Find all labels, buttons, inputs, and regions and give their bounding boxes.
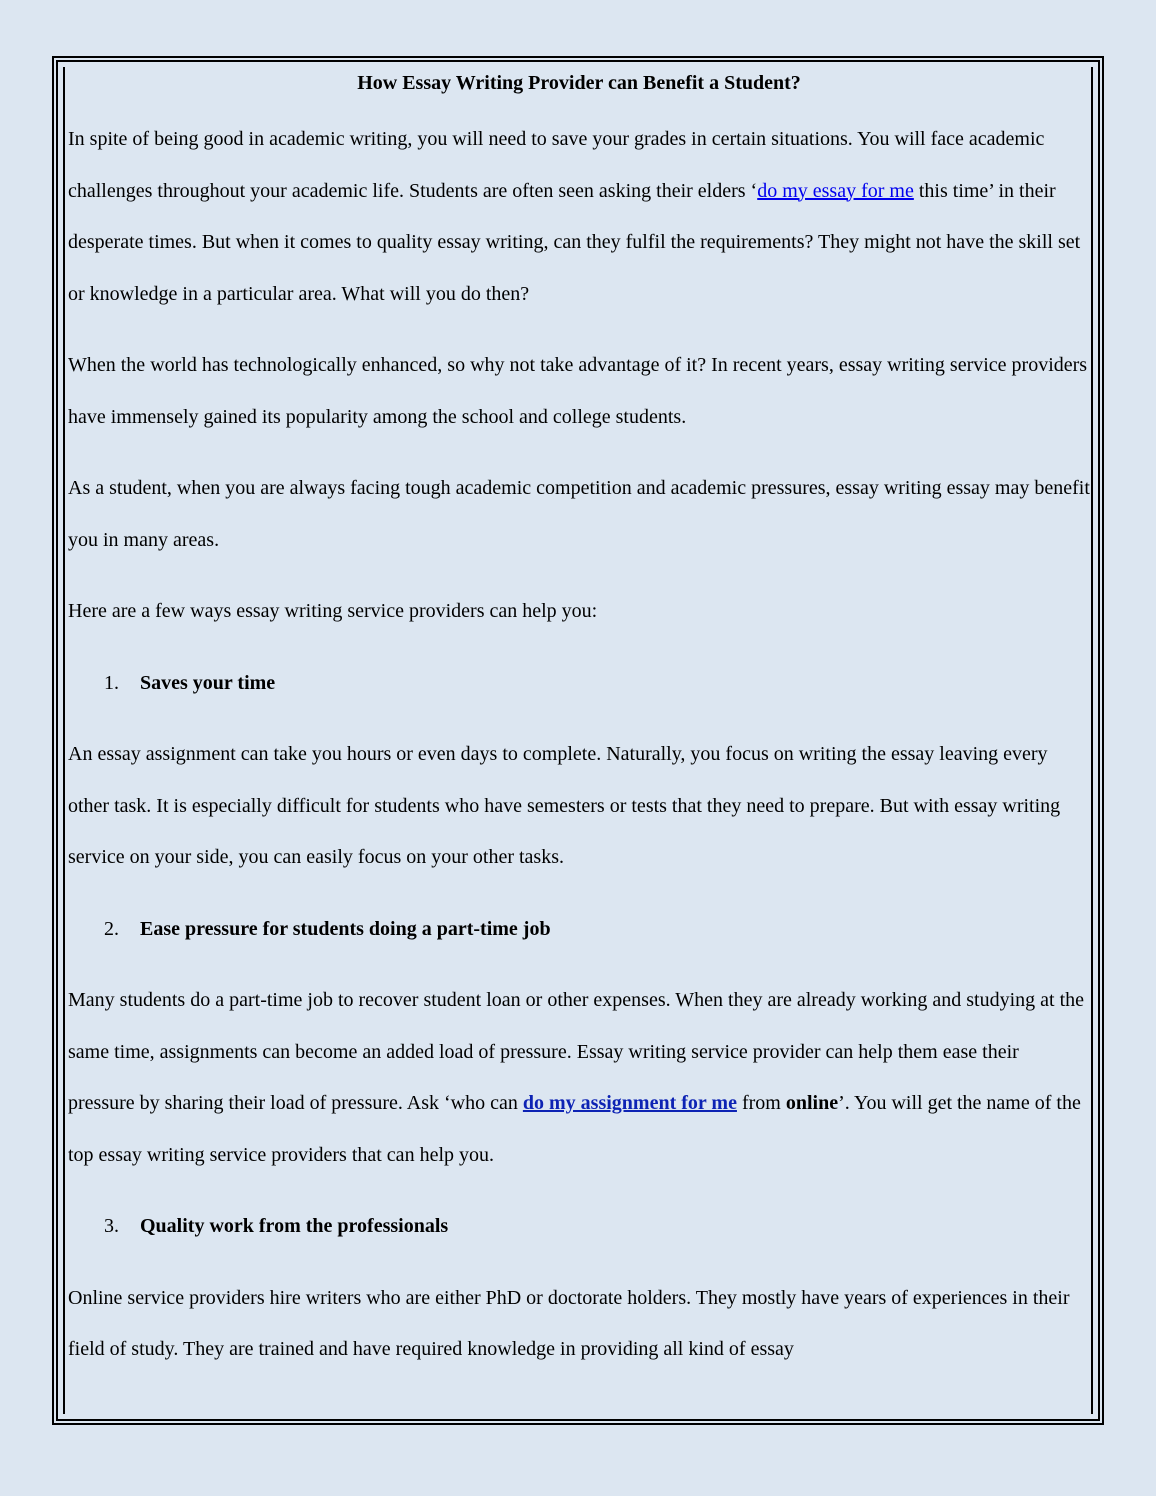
heading-ease-pressure: 2. Ease pressure for students doing a part-time job [104,917,551,940]
essay-link[interactable]: do my essay for me [757,179,914,202]
document-title: How Essay Writing Provider can Benefit a Student? [357,72,801,94]
paragraph-ways: Here are a few ways essay writing service providers can help you: [68,600,598,622]
paragraph-part-time: Many students do a part-time job to recover student loan or other expenses. When they are already working and studying at the same time, assignments can become an added load of pressure. Essay writing service provider can help them ease their pressure by sharing their load of pressure. Ask ‘who can do my assignment for me from online’. You will get the name of the top essay writing service providers that can help you. [68,989,1085,1166]
heading-quality-work: 3. Quality work from the professionals [104,1215,449,1237]
paragraph-professionals: Online service providers hire writers who are either PhD or doctorate holders. They mostly have years of experiences in their field of study. They are trained and have required knowledge in providing all kind of essay [68,1286,1070,1360]
paragraph-competition: As a student, when you are always facing tough academic competition and academic pressures, essay writing essay may benefit you in many areas. [68,477,1090,551]
paragraph-technology: When the world has technologically enhanced, so why not take advantage of it? In recent years, essay writing service providers have immensely gained its popularity among the school and college students. [68,354,1088,428]
assignment-link[interactable]: do my assignment for me [522,1092,737,1114]
heading-saves-time: 1. Saves your time [104,671,276,694]
paragraph-time: An essay assignment can take you hours or even days to complete. Naturally, you focus on writing the essay leaving every other task. It is especially difficult for students who have semesters or tests that they need to prepare. But with essay writing service on your side, you can easily focus on your other tasks. [68,743,1061,868]
document-body [68,62,1090,1396]
paragraph-intro: In spite of being good in academic writing, you will need to save your grades in certain situations. You will face academic challenges throughout your academic life. Students are often seen asking their elders ‘do my essay for me this time’ in their desperate times. But when it comes to quality essay writing, can they fulfil the requirements? They might not have the skill set or knowledge in a particular area. What will you do then? [68,128,1081,305]
